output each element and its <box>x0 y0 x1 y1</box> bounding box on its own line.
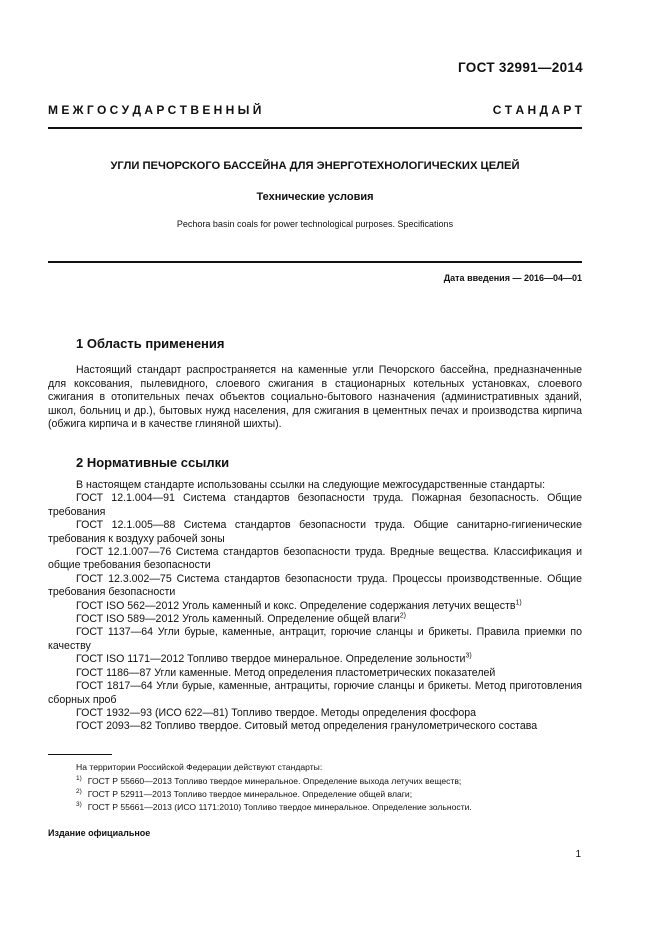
references-intro: В настоящем стандарте использованы ссылки на следующие межгосударственные стандарты: <box>76 479 546 491</box>
section-1-heading: 1 Область применения <box>76 336 225 351</box>
banner-word-interstate: М Е Ж Г О С У Д А Р С Т В Е Н Н Ы Й <box>48 103 262 117</box>
reference-item: ГОСТ ISO 589—2012 Уголь каменный. Определение общей влаги$^{2)}$ <box>76 612 407 626</box>
footnote-marker: 2) <box>399 612 407 620</box>
document-title-english: Pechora basin coals for power technological purposes. Specifications <box>176 219 454 229</box>
reference-item: ГОСТ 1932—93 (ИСО 622—81) Топливо твердое. Методы определения фосфора <box>76 706 477 719</box>
document-subtitle: Технические условия <box>256 191 374 203</box>
banner-word-standard: С Т А Н Д А Р Т <box>492 103 582 117</box>
document-title: УГЛИ ПЕЧОРСКОГО БАССЕЙНА ДЛЯ ЭНЕРГОТЕХНОЛОГИЧЕСКИХ ЦЕЛЕЙ <box>110 160 520 172</box>
reference-item: ГОСТ 1186—87 Угли каменные. Метод определения пластометрических показателей <box>76 666 496 679</box>
reference-item: ГОСТ ISO 1171—2012 Топливо твердое минеральное. Определение зольности$^{3)}$ <box>76 652 472 666</box>
footnotes-heading: На территории Российской Федерации действуют стандарты: <box>76 762 323 772</box>
introduction-date: Дата введения — 2016—04—01 <box>443 273 582 283</box>
reference-item: ГОСТ 12.3.002—75 Система стандартов безопасности труда. Процессы производственные. Общие требования безопасности <box>48 572 582 599</box>
reference-item: ГОСТ 12.1.005—88 Система стандартов безопасности труда. Общие санитарно-гигиенические требования к воздуху рабочей зоны <box>48 519 582 545</box>
reference-item: ГОСТ ISO 562—2012 Уголь каменный и кокс. Определение содержания летучих веществ$^{1)}$ <box>76 599 522 612</box>
footnotes <box>76 761 582 814</box>
gost-number: ГОСТ 32991—2014 <box>458 60 583 75</box>
footnote-separator <box>48 754 112 755</box>
reference-item: ГОСТ 12.1.007—76 Система стандартов безопасности труда. Вредные вещества. Классификация и общие требования безопасности <box>48 546 582 572</box>
footnote-marker: 1) <box>515 599 522 607</box>
section-1-text: Настоящий стандарт распространяется на каменные угли Печорского бассейна, предназначенные для коксования, пылевидного, слоевого сжигания в стационарных котельных установках, слоевого сжигания в отопительных печах объектов социально-бытового назначения (административных зданий, школ, больниц и др.), бытовых нужд населения, для сжигания в цементных печах и производства кирпича (обжига кирпича и в качестве глиняной шихты). <box>48 364 582 430</box>
bottom-rule <box>48 261 582 263</box>
footnote-marker: 3) <box>465 652 472 660</box>
page-number: 1 <box>575 849 581 860</box>
reference-item: ГОСТ 2093—82 Топливо твердое. Ситовый метод определения гранулометрического состава <box>76 720 538 733</box>
reference-item: ГОСТ 1817—64 Угли бурые, каменные, антрациты, горючие сланцы и брикеты. Метод приготовления сборных проб <box>48 680 582 706</box>
top-rule <box>48 127 582 129</box>
official-edition-label: Издание официальное <box>48 828 151 838</box>
footnote-item: $^{2)}$ ГОСТ Р 52911—2013 Топливо твердое минеральное. Определение общей влаги; <box>76 788 413 799</box>
interstate-standard-banner <box>48 103 582 117</box>
footnote-item: $^{1)}$ ГОСТ Р 55660—2013 Топливо твердое минеральное. Определение выхода летучих веществ; <box>76 775 462 786</box>
footnote-item: $^{3)}$ ГОСТ Р 55661—2013 (ИСО 1171:2010) Топливо твердое минеральное. Определение зольности. <box>76 801 472 812</box>
normative-references-list <box>48 479 582 734</box>
reference-item: ГОСТ 12.1.004—91 Система стандартов безопасности труда. Пожарная безопасность. Общие требования <box>48 492 582 518</box>
reference-item: ГОСТ 1137—64 Угли бурые, каменные, антрацит, горючие сланцы и брикеты. Правила приемки по качеству <box>48 626 582 652</box>
section-2-heading: 2 Нормативные ссылки <box>76 455 230 470</box>
